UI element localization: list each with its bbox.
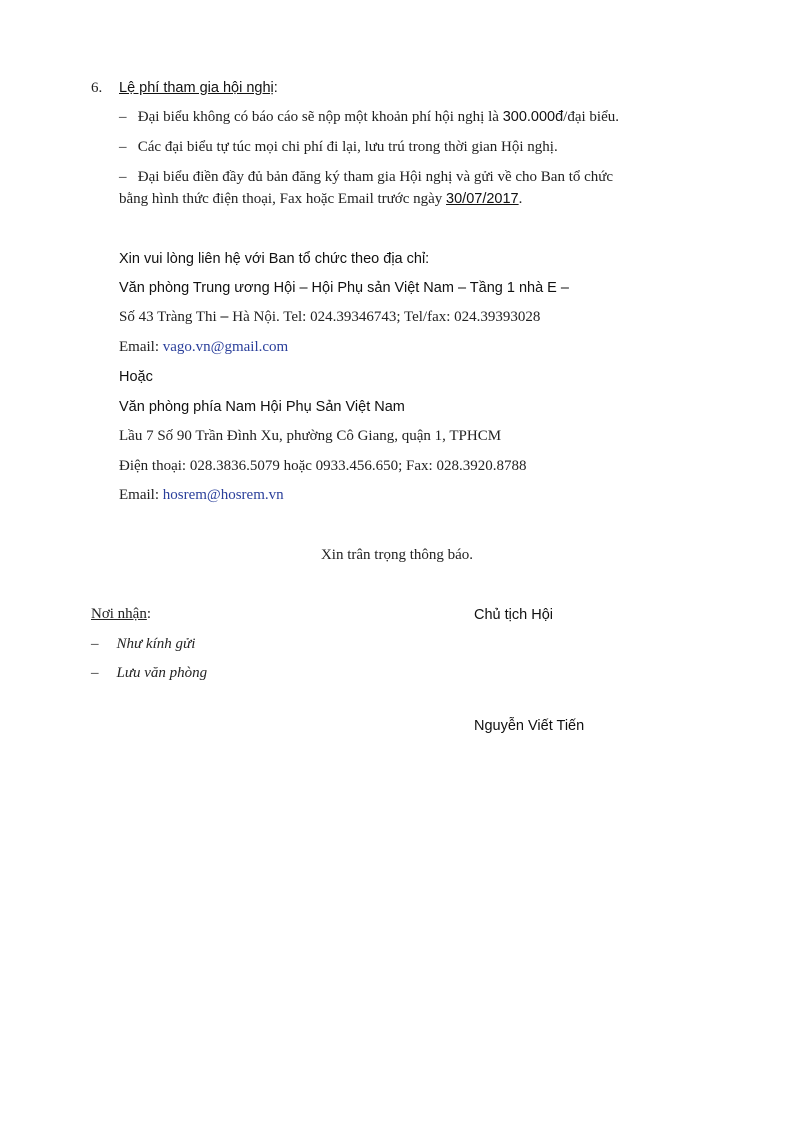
registration-item-cont: bằng hình thức điện thoại, Fax hoặc Email trước ngày 30/07/2017.	[119, 191, 523, 207]
office2-address: Lầu 7 Số 90 Trần Đình Xu, phường Cô Giang, quận 1, TPHCM	[119, 428, 502, 444]
list-dash: –	[91, 636, 99, 652]
closing-text: Xin trân trọng thông báo.	[320, 547, 474, 563]
recipient-item: – Như kính gửi	[91, 636, 196, 652]
list-dash: –	[119, 169, 127, 185]
office1-address: Số 43 Tràng Thi – Hà Nội. Tel: 024.39346743; Tel/fax: 024.39393028	[119, 309, 541, 325]
fee-amount: 300.000đ	[502, 109, 564, 125]
signature-name: Nguyễn Viết Tiến	[474, 718, 585, 734]
list-dash: –	[119, 109, 127, 125]
office2-email-line: Email: hosrem@hosrem.vn	[119, 487, 284, 503]
office1-email-line: Email: vago.vn@gmail.com	[119, 339, 289, 355]
contact-intro: Xin vui lòng liên hệ với Ban tổ chức theo địa chỉ:	[119, 251, 430, 267]
office2-phone: Điện thoại: 028.3836.5079 hoặc 0933.456.650; Fax: 028.3920.8788	[119, 458, 527, 474]
recipients-label: Nơi nhận:	[91, 606, 152, 622]
section-heading: Lệ phí tham gia hội nghị:	[119, 80, 278, 96]
office1-email-link[interactable]: vago.vn@gmail.com	[162, 339, 289, 355]
office2-email-link[interactable]: hosrem@hosrem.vn	[162, 487, 284, 503]
self-funded-item: – Các đại biểu tự túc mọi chi phí đi lại, lưu trú trong thời gian Hội nghị.	[119, 139, 558, 155]
recipient-item: – Lưu văn phòng	[91, 665, 208, 681]
signature-title: Chủ tịch Hội	[474, 607, 553, 623]
list-dash: –	[119, 139, 127, 155]
registration-item: – Đại biểu điền đầy đủ bản đăng ký tham gia Hội nghị và gửi về cho Ban tổ chức	[119, 169, 614, 185]
office2-name: Văn phòng phía Nam Hội Phụ Sản Việt Nam	[119, 399, 405, 415]
deadline-date: 30/07/2017	[446, 191, 519, 207]
office1-name: Văn phòng Trung ương Hội – Hội Phụ sản Việt Nam – Tầng 1 nhà E –	[119, 280, 569, 296]
fee-item: – Đại biểu không có báo cáo sẽ nộp một khoản phí hội nghị là 300.000đ/đại biểu.	[119, 109, 619, 125]
section-number: 6.	[91, 80, 103, 96]
or-text: Hoặc	[119, 369, 153, 385]
list-dash: –	[91, 665, 99, 681]
